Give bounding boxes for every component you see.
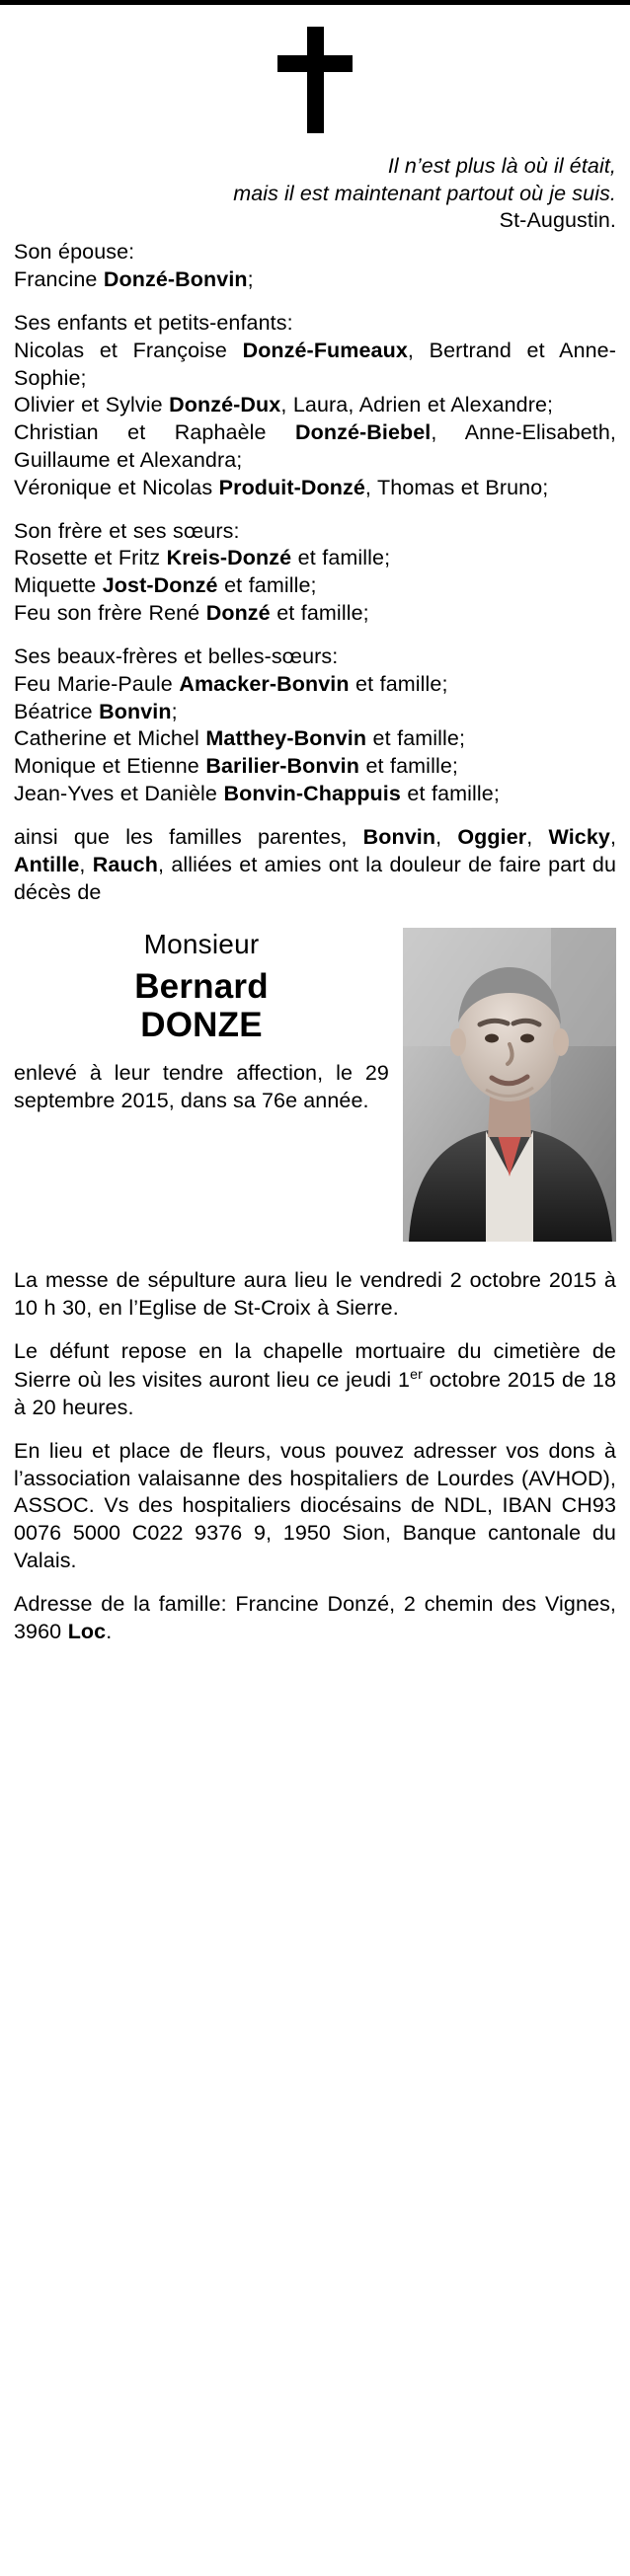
family-name-bold: Loc: [67, 1619, 107, 1643]
text-run: Feu son frère René: [14, 601, 206, 626]
family-section: [14, 310, 616, 502]
family-name-bold: Donzé-Dux: [169, 393, 281, 417]
text-run: et famille;: [349, 671, 448, 696]
family-section-line: [14, 753, 616, 781]
text-run: , Laura, Adrien et Alexandre;: [280, 393, 554, 417]
text-run: Catherine et Michel: [14, 726, 206, 751]
epigraph-line-2: mais il est maintenant partout où je suis.: [233, 181, 616, 205]
ordinal-suffix: er: [410, 1366, 423, 1383]
family-section-line: [14, 781, 616, 808]
text-run: ;: [247, 267, 254, 292]
text-run: Adresse de la famille: Francine Donzé, 2 chemin des Vignes, 3960: [14, 1591, 616, 1643]
cross-header: [14, 5, 616, 153]
family-name-bold: Donzé-Fumeaux: [242, 338, 408, 362]
notice-paragraph: En lieu et place de fleurs, vous pouvez adresser vos dons à l’association valaisanne des hospitaliers de Lourdes (AVHOD), ASSOC. Vs des hospitaliers diocésains de NDL, IBAN CH93 0076 5000 C022 9376 9, 1950 Sion, Banque cantonale du Valais.: [14, 1438, 616, 1573]
text-run: , Anne-Elisabeth, Guillaume et Alexandra;: [14, 420, 616, 472]
family-section-line: [14, 572, 616, 600]
latin-cross-icon: [277, 27, 353, 133]
text-run: et famille;: [291, 546, 391, 570]
deceased-name-column: [14, 928, 393, 1115]
family-section: [14, 518, 616, 628]
family-section-heading: Ses enfants et petits-enfants:: [14, 310, 293, 335]
family-name-bold: Kreis-Donzé: [166, 546, 292, 570]
text-run: et famille;: [270, 601, 369, 626]
family-name-bold: Bonvin: [362, 824, 436, 849]
family-name-bold: Bonvin-Chappuis: [223, 782, 401, 806]
text-run: Rosette et Fritz: [14, 546, 167, 570]
text-run: ,: [79, 852, 93, 876]
family-section-line: [14, 600, 616, 628]
text-run: Francine: [14, 267, 104, 292]
deceased-title: Monsieur: [143, 929, 260, 960]
text-run: et famille;: [366, 726, 466, 751]
cross-horizontal-bar: [277, 55, 353, 72]
text-run: Monique et Etienne: [14, 754, 206, 779]
family-section-heading: Ses beaux-frères et belles-sœurs:: [14, 644, 339, 668]
epigraph-line-1: Il n’est plus là où il était,: [387, 154, 616, 178]
text-run: Béatrice: [14, 699, 100, 723]
family-section-line: [14, 671, 616, 699]
service-information: [14, 1267, 616, 1574]
family-name-bold: Produit-Donzé: [218, 475, 365, 499]
text-run: Olivier et Sylvie: [14, 393, 170, 417]
family-name-bold: Matthey-Bonvin: [205, 726, 367, 751]
text-run: Christian et Raphaèle: [14, 420, 295, 445]
text-run: Véronique et Nicolas: [14, 475, 219, 499]
family-address: [14, 1591, 616, 1646]
family-name-bold: Antille: [14, 852, 80, 876]
text-run: et famille;: [358, 754, 458, 779]
text-run: ,: [435, 824, 458, 849]
family-section-line: [14, 338, 616, 393]
text-run: .: [106, 1619, 113, 1643]
family-name-bold: Barilier-Bonvin: [205, 754, 359, 779]
family-name-bold: Jost-Donzé: [102, 573, 218, 598]
notice-paragraph: La messe de sépulture aura lieu le vendredi 2 octobre 2015 à 10 h 30, en l’Eglise de St-Croix à Sierre.: [14, 1268, 616, 1321]
text-run: ainsi que les familles parentes,: [14, 824, 363, 849]
text-run: Jean-Yves et Danièle: [14, 782, 224, 806]
family-section-line: [14, 699, 616, 726]
family-name-bold: Donzé-Biebel: [295, 420, 432, 445]
family-section-line: [14, 266, 616, 294]
epigraph: [14, 153, 616, 235]
family-section-heading: Son frère et ses sœurs:: [14, 518, 240, 543]
text-run: et famille;: [400, 782, 500, 806]
deceased-block: [14, 928, 616, 1253]
text-run: ,: [526, 824, 549, 849]
text-run: Nicolas et Françoise: [14, 338, 243, 362]
text-run: , Bertrand et Anne-Sophie;: [14, 338, 617, 390]
text-run: ;: [171, 699, 178, 723]
family-section-line: [14, 419, 616, 475]
family-name-bold: Amacker-Bonvin: [179, 671, 350, 696]
family-name-bold: Bonvin: [99, 699, 172, 723]
text-run: Feu Marie-Paule: [14, 671, 180, 696]
death-details: enlevé à leur tendre affection, le 29 septembre 2015, dans sa 76e année.: [14, 1061, 389, 1113]
family-name-bold: Donzé: [205, 601, 271, 626]
family-name-bold: Donzé-Bonvin: [103, 267, 248, 292]
family-name-bold: Oggier: [457, 824, 527, 849]
deceased-first-name: Bernard: [134, 967, 269, 1007]
portrait-photo: [403, 928, 616, 1242]
text-run: et famille;: [217, 573, 317, 598]
family-name-bold: Rauch: [92, 852, 158, 876]
extended-families-paragraph: [14, 824, 616, 906]
family-section-line: [14, 392, 616, 419]
deceased-last-name: DONZE: [140, 1006, 263, 1045]
family-sections: [14, 239, 616, 808]
text-run: ,: [609, 824, 617, 849]
deceased-name: [14, 967, 389, 1044]
family-section: [14, 644, 616, 808]
text-run: , alliées et amies ont la douleur de faire part du décès de: [14, 852, 616, 904]
family-section-line: [14, 545, 616, 572]
cross-vertical-bar: [307, 27, 324, 133]
family-section: [14, 239, 616, 294]
family-section-line: [14, 725, 616, 753]
text-run: Miquette: [14, 573, 103, 598]
family-section-heading: Son épouse:: [14, 240, 135, 265]
epigraph-source: St-Augustin.: [499, 208, 616, 233]
family-name-bold: Wicky: [548, 824, 610, 849]
notice-paragraph: Le défunt repose en la chapelle mortuaire du cimetière de Sierre où les visites auront lieu ce jeudi 1er octobre 2015 de 18 à 20 heures.: [14, 1339, 617, 1419]
text-run: , Thomas et Bruno;: [364, 475, 549, 499]
family-section-line: [14, 475, 616, 502]
